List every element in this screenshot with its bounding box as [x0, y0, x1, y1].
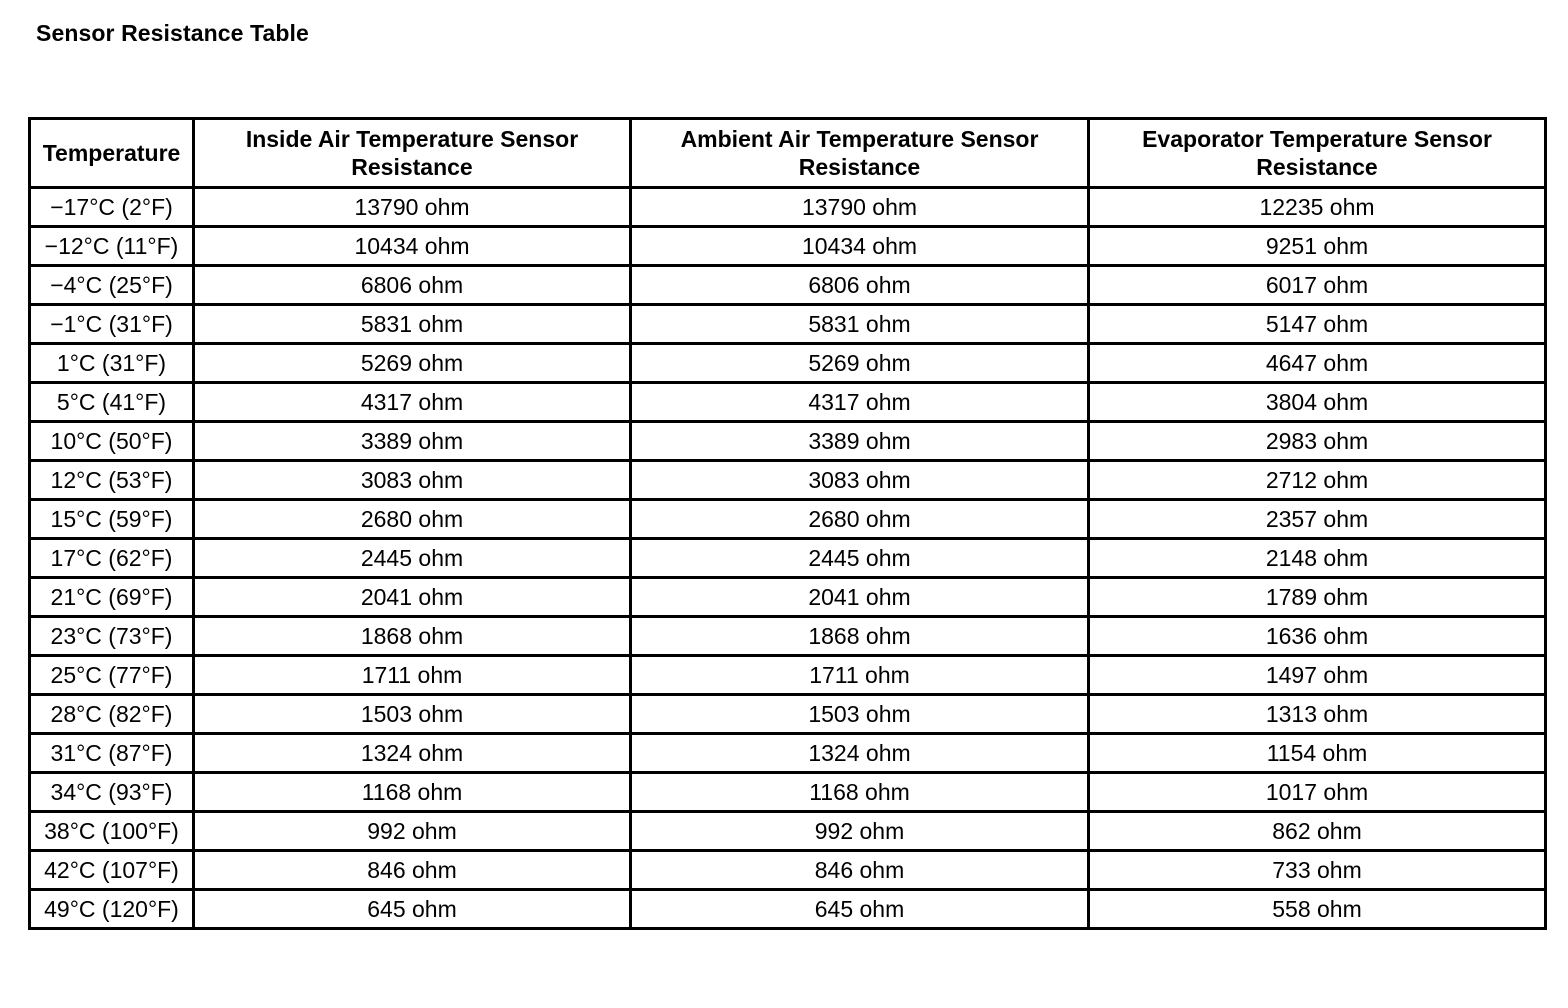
cell-ambient-air-resistance: 645 ohm [631, 890, 1089, 929]
cell-evaporator-resistance: 3804 ohm [1089, 383, 1546, 422]
cell-ambient-air-resistance: 6806 ohm [631, 266, 1089, 305]
cell-inside-air-resistance: 3389 ohm [194, 422, 631, 461]
cell-ambient-air-resistance: 10434 ohm [631, 227, 1089, 266]
table-row [30, 266, 1546, 305]
table-row [30, 461, 1546, 500]
sensor-resistance-table [28, 117, 1547, 930]
cell-inside-air-resistance: 3083 ohm [194, 461, 631, 500]
cell-evaporator-resistance: 1636 ohm [1089, 617, 1546, 656]
cell-temperature: 1°C (31°F) [30, 344, 194, 383]
cell-evaporator-resistance: 12235 ohm [1089, 188, 1546, 227]
table-row [30, 344, 1546, 383]
cell-inside-air-resistance: 6806 ohm [194, 266, 631, 305]
cell-evaporator-resistance: 2357 ohm [1089, 500, 1546, 539]
table-row [30, 734, 1546, 773]
table-row [30, 383, 1546, 422]
cell-ambient-air-resistance: 1868 ohm [631, 617, 1089, 656]
cell-inside-air-resistance: 992 ohm [194, 812, 631, 851]
table-row [30, 539, 1546, 578]
document-title: Sensor Resistance Table [36, 20, 309, 46]
cell-evaporator-resistance: 2983 ohm [1089, 422, 1546, 461]
cell-evaporator-resistance: 1154 ohm [1089, 734, 1546, 773]
cell-temperature: 15°C (59°F) [30, 500, 194, 539]
table-row [30, 812, 1546, 851]
cell-ambient-air-resistance: 5831 ohm [631, 305, 1089, 344]
cell-temperature: 23°C (73°F) [30, 617, 194, 656]
cell-evaporator-resistance: 1313 ohm [1089, 695, 1546, 734]
header-inside-air-sensor: Inside Air Temperature Sensor Resistance [194, 119, 631, 188]
cell-evaporator-resistance: 4647 ohm [1089, 344, 1546, 383]
cell-ambient-air-resistance: 13790 ohm [631, 188, 1089, 227]
table-row [30, 422, 1546, 461]
cell-temperature: 49°C (120°F) [30, 890, 194, 929]
cell-temperature: 21°C (69°F) [30, 578, 194, 617]
cell-inside-air-resistance: 846 ohm [194, 851, 631, 890]
table-row [30, 227, 1546, 266]
cell-temperature: 31°C (87°F) [30, 734, 194, 773]
cell-inside-air-resistance: 4317 ohm [194, 383, 631, 422]
cell-inside-air-resistance: 1324 ohm [194, 734, 631, 773]
cell-temperature: −12°C (11°F) [30, 227, 194, 266]
cell-ambient-air-resistance: 4317 ohm [631, 383, 1089, 422]
header-row [30, 119, 1546, 188]
table-header [30, 119, 1546, 188]
cell-inside-air-resistance: 1168 ohm [194, 773, 631, 812]
cell-temperature: 17°C (62°F) [30, 539, 194, 578]
cell-temperature: 34°C (93°F) [30, 773, 194, 812]
table-row [30, 656, 1546, 695]
cell-evaporator-resistance: 2712 ohm [1089, 461, 1546, 500]
cell-ambient-air-resistance: 1168 ohm [631, 773, 1089, 812]
cell-ambient-air-resistance: 2445 ohm [631, 539, 1089, 578]
cell-temperature: 25°C (77°F) [30, 656, 194, 695]
table-row [30, 617, 1546, 656]
cell-inside-air-resistance: 13790 ohm [194, 188, 631, 227]
cell-evaporator-resistance: 6017 ohm [1089, 266, 1546, 305]
cell-evaporator-resistance: 1497 ohm [1089, 656, 1546, 695]
table-row [30, 578, 1546, 617]
table-row [30, 305, 1546, 344]
cell-ambient-air-resistance: 2680 ohm [631, 500, 1089, 539]
header-temperature: Temperature [30, 119, 194, 188]
cell-ambient-air-resistance: 1324 ohm [631, 734, 1089, 773]
header-evaporator-sensor: Evaporator Temperature Sensor Resistance [1089, 119, 1546, 188]
table-row [30, 773, 1546, 812]
cell-evaporator-resistance: 9251 ohm [1089, 227, 1546, 266]
cell-evaporator-resistance: 558 ohm [1089, 890, 1546, 929]
cell-inside-air-resistance: 645 ohm [194, 890, 631, 929]
cell-ambient-air-resistance: 992 ohm [631, 812, 1089, 851]
cell-inside-air-resistance: 5831 ohm [194, 305, 631, 344]
table-body [30, 188, 1546, 929]
cell-evaporator-resistance: 733 ohm [1089, 851, 1546, 890]
cell-temperature: 38°C (100°F) [30, 812, 194, 851]
cell-evaporator-resistance: 5147 ohm [1089, 305, 1546, 344]
cell-temperature: 12°C (53°F) [30, 461, 194, 500]
cell-temperature: 28°C (82°F) [30, 695, 194, 734]
cell-temperature: −17°C (2°F) [30, 188, 194, 227]
cell-inside-air-resistance: 2041 ohm [194, 578, 631, 617]
cell-temperature: 10°C (50°F) [30, 422, 194, 461]
cell-inside-air-resistance: 2680 ohm [194, 500, 631, 539]
cell-ambient-air-resistance: 1711 ohm [631, 656, 1089, 695]
cell-inside-air-resistance: 10434 ohm [194, 227, 631, 266]
table-row [30, 890, 1546, 929]
table-row [30, 500, 1546, 539]
cell-temperature: −1°C (31°F) [30, 305, 194, 344]
cell-temperature: −4°C (25°F) [30, 266, 194, 305]
cell-evaporator-resistance: 1017 ohm [1089, 773, 1546, 812]
table-row [30, 188, 1546, 227]
cell-ambient-air-resistance: 3083 ohm [631, 461, 1089, 500]
cell-evaporator-resistance: 2148 ohm [1089, 539, 1546, 578]
cell-inside-air-resistance: 1503 ohm [194, 695, 631, 734]
cell-ambient-air-resistance: 5269 ohm [631, 344, 1089, 383]
cell-temperature: 42°C (107°F) [30, 851, 194, 890]
cell-evaporator-resistance: 1789 ohm [1089, 578, 1546, 617]
cell-inside-air-resistance: 2445 ohm [194, 539, 631, 578]
cell-temperature: 5°C (41°F) [30, 383, 194, 422]
cell-inside-air-resistance: 5269 ohm [194, 344, 631, 383]
cell-inside-air-resistance: 1868 ohm [194, 617, 631, 656]
cell-inside-air-resistance: 1711 ohm [194, 656, 631, 695]
cell-ambient-air-resistance: 2041 ohm [631, 578, 1089, 617]
table-row [30, 851, 1546, 890]
cell-ambient-air-resistance: 3389 ohm [631, 422, 1089, 461]
table-row [30, 695, 1546, 734]
cell-ambient-air-resistance: 1503 ohm [631, 695, 1089, 734]
header-ambient-air-sensor: Ambient Air Temperature Sensor Resistance [631, 119, 1089, 188]
cell-evaporator-resistance: 862 ohm [1089, 812, 1546, 851]
cell-ambient-air-resistance: 846 ohm [631, 851, 1089, 890]
